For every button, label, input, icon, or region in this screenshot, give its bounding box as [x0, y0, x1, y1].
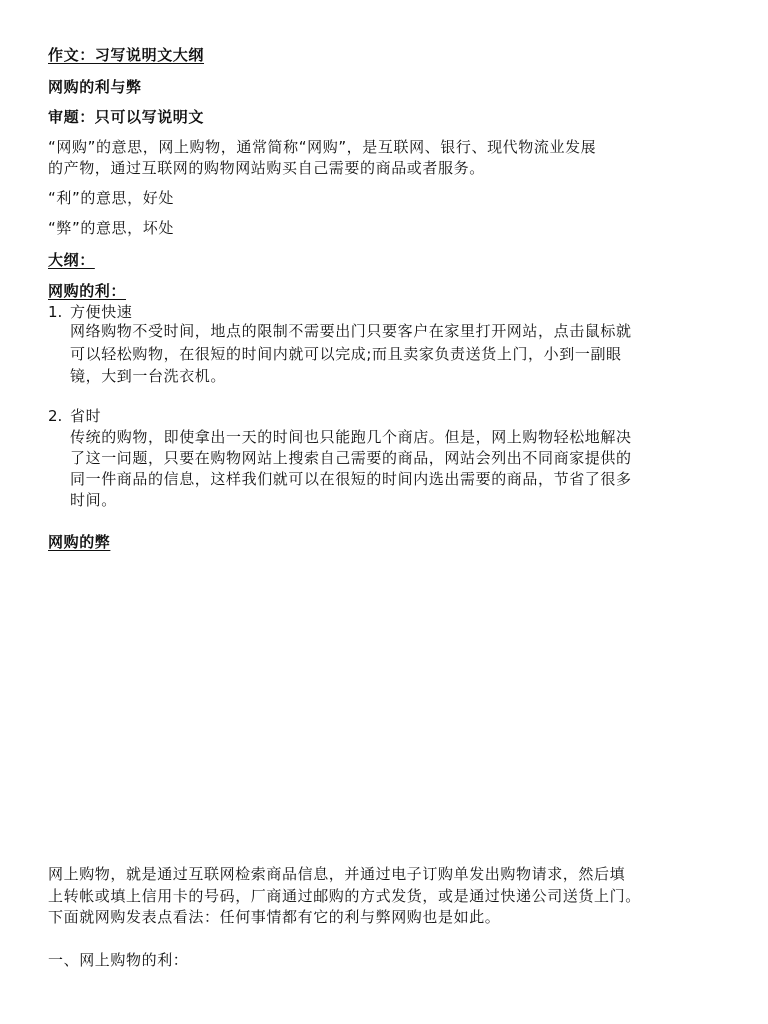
pros-heading: 网购的利：: [48, 282, 127, 300]
cons-heading: 网购的弊: [48, 533, 111, 551]
pro-1-title: 方便快速: [70, 303, 133, 321]
essay-title: 网购的利与弊: [48, 78, 142, 96]
pro-1-line-2: 可以轻松购物，在很短的时间内就可以完成;而且卖家负责送货上门，小到一副眼: [70, 345, 622, 363]
pro-1-line-3: 镜，大到一台洗衣机。: [70, 367, 227, 385]
pro-2-number: 2.: [48, 407, 63, 425]
pro-1-line-1: 网络购物不受时间，地点的限制不需要出门只要客户在家里打开网站，点击鼠标就: [70, 322, 632, 340]
pro-2-line-4: 时间。: [70, 491, 117, 509]
essay-line-3: 下面就网购发表点看法：任何事情都有它的利与弊网购也是如此。: [48, 908, 501, 926]
essay-line-1: 网上购物，就是通过互联网检索商品信息，并通过电子订购单发出购物请求，然后填: [48, 865, 626, 883]
essay-section-1-heading: 一、网上购物的利：: [48, 951, 189, 969]
essay-line-2: 上转帐或填上信用卡的号码，厂商通过邮购的方式发货，或是通过快递公司送货上门。: [48, 887, 641, 905]
definition-online-shopping-line-2: 的产物，通过互联网的购物网站购买自己需要的商品或者服务。: [48, 159, 485, 177]
definition-disadvantage: “弊”的意思，坏处: [48, 219, 174, 237]
definition-online-shopping-line-1: “网购”的意思，网上购物，通常简称“网购”，是互联网、银行、现代物流业发展: [48, 138, 597, 156]
pro-1-number: 1.: [48, 303, 63, 321]
prompt-line: 审题：只可以写说明文: [48, 108, 205, 126]
definition-advantage: “利”的意思，好处: [48, 189, 174, 207]
assignment-heading: 作文：习写说明文大纲: [48, 46, 205, 64]
outline-heading: 大纲：: [48, 251, 95, 269]
pro-2-line-1: 传统的购物，即使拿出一天的时间也只能跑几个商店。但是，网上购物轻松地解决: [70, 428, 632, 446]
pro-2-title: 省时: [70, 407, 102, 425]
pro-2-line-3: 同一件商品的信息，这样我们就可以在很短的时间内选出需要的商品，节省了很多: [70, 470, 632, 488]
pro-2-line-2: 了这一问题，只要在购物网站上搜索自己需要的商品，网站会列出不同商家提供的: [70, 449, 632, 467]
